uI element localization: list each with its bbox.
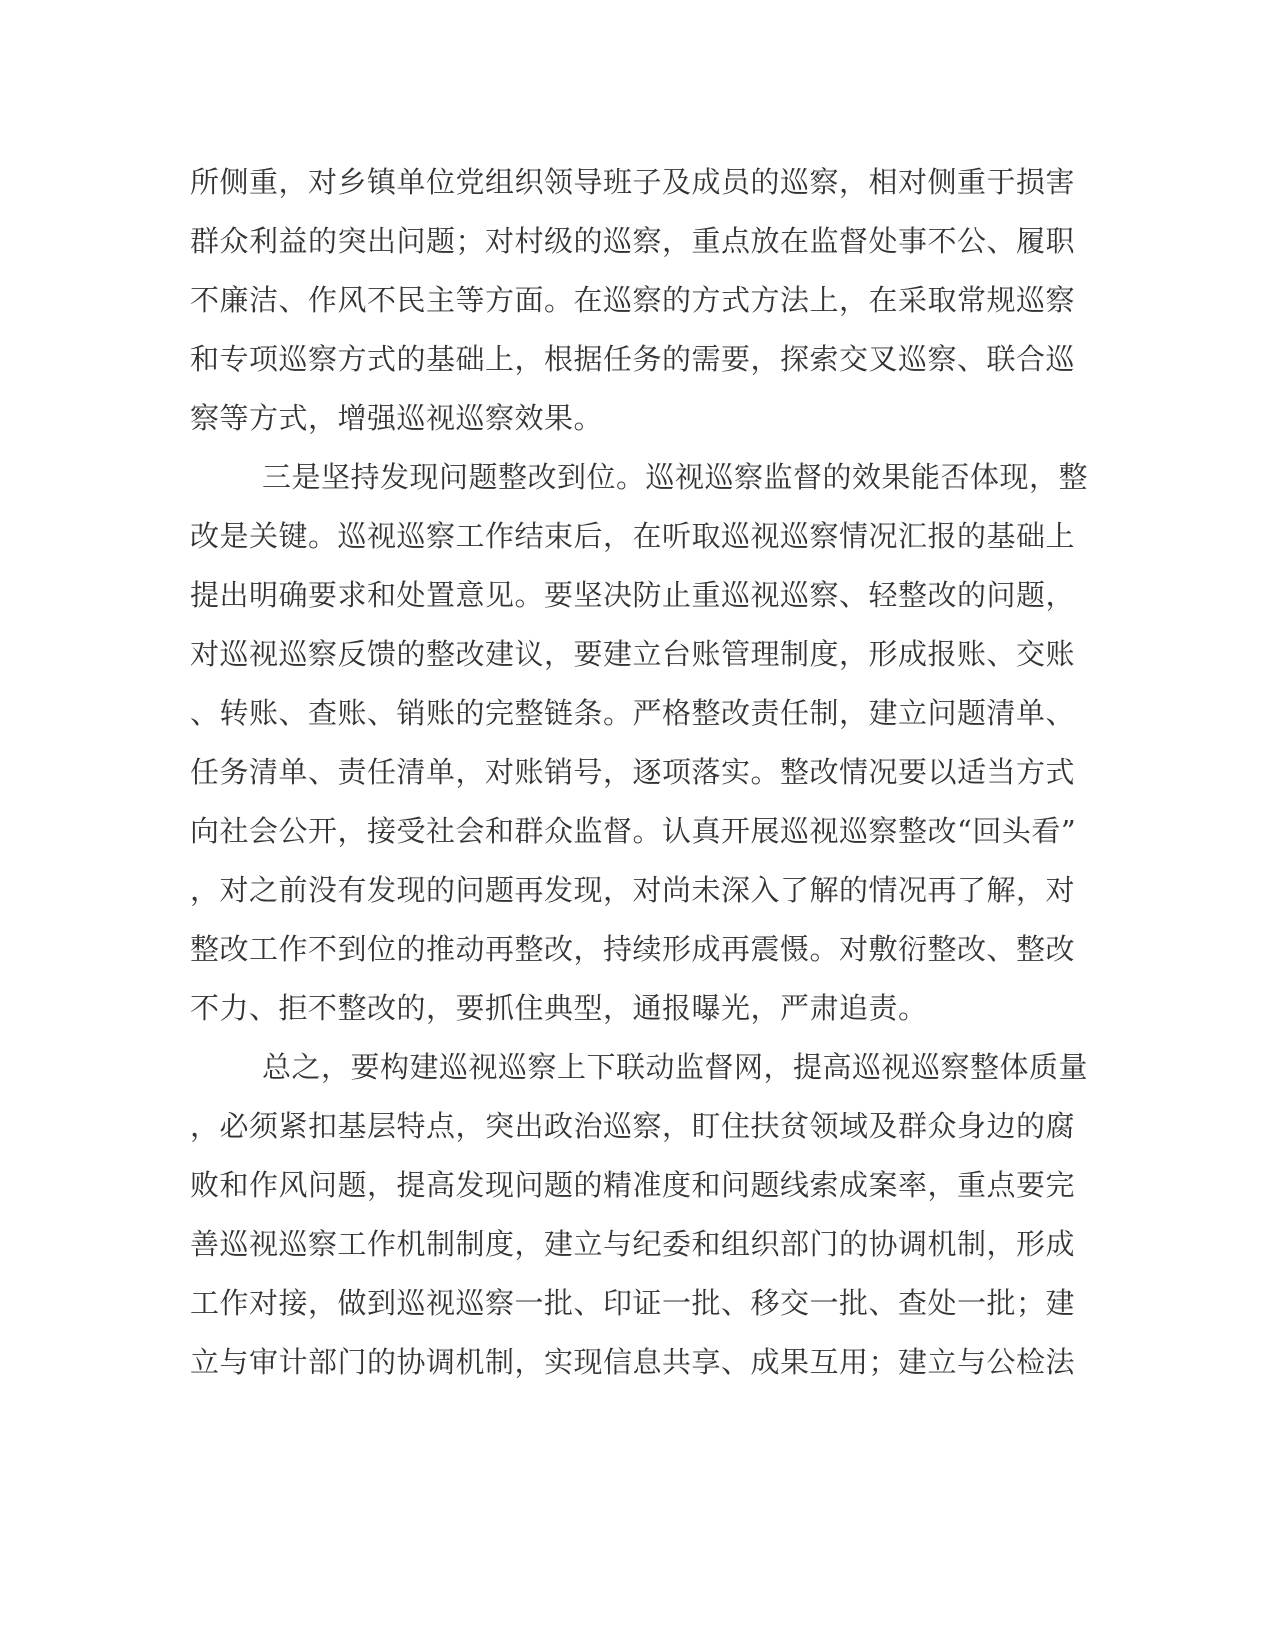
text-line: 所侧重，对乡镇单位党组织领导班子及成员的巡察，相对侧重于损害 [190, 165, 1076, 199]
text-line: 、转账、查账、销账的完整链条。严格整改责任制，建立问题清单、 [190, 696, 1076, 730]
text-line: 整改工作不到位的推动再整改，持续形成再震慑。对敷衍整改、整改 [190, 932, 1076, 966]
text-line: 群众利益的突出问题；对村级的巡察，重点放在监督处事不公、履职 [190, 224, 1076, 258]
text-line: 任务清单、责任清单，对账销号，逐项落实。整改情况要以适当方式 [190, 755, 1076, 789]
text-line: 立与审计部门的协调机制，实现信息共享、成果互用；建立与公检法 [190, 1345, 1076, 1379]
text-line: ，对之前没有发现的问题再发现，对尚未深入了解的情况再了解，对 [190, 873, 1076, 907]
text-line: 善巡视巡察工作机制制度，建立与纪委和组织部门的协调机制，形成 [190, 1227, 1076, 1261]
paragraph-start-line: 三是坚持发现问题整改到位。巡视巡察监督的效果能否体现，整 [262, 460, 1089, 494]
text-line: 不廉洁、作风不民主等方面。在巡察的方式方法上，在采取常规巡察 [190, 283, 1076, 317]
text-line: 工作对接，做到巡视巡察一批、印证一批、移交一批、查处一批；建 [190, 1286, 1076, 1320]
text-line: 败和作风问题，提高发现问题的精准度和问题线索成案率，重点要完 [190, 1168, 1076, 1202]
text-line: 提出明确要求和处置意见。要坚决防止重巡视巡察、轻整改的问题， [190, 578, 1076, 612]
text-line: ，必须紧扣基层特点，突出政治巡察，盯住扶贫领域及群众身边的腐 [190, 1109, 1076, 1143]
text-line: 向社会公开，接受社会和群众监督。认真开展巡视巡察整改“回头看” [190, 814, 1077, 848]
text-line: 改是关键。巡视巡察工作结束后，在听取巡视巡察情况汇报的基础上 [190, 519, 1076, 553]
paragraph-start-line: 总之，要构建巡视巡察上下联动监督网，提高巡视巡察整体质量 [262, 1050, 1089, 1084]
text-line: 对巡视巡察反馈的整改建议，要建立台账管理制度，形成报账、交账 [190, 637, 1076, 671]
text-line: 不力、拒不整改的，要抓住典型，通报曝光，严肃追责。 [190, 991, 928, 1025]
text-line: 和专项巡察方式的基础上，根据任务的需要，探索交叉巡察、联合巡 [190, 342, 1076, 376]
text-line: 察等方式，增强巡视巡察效果。 [190, 401, 604, 435]
